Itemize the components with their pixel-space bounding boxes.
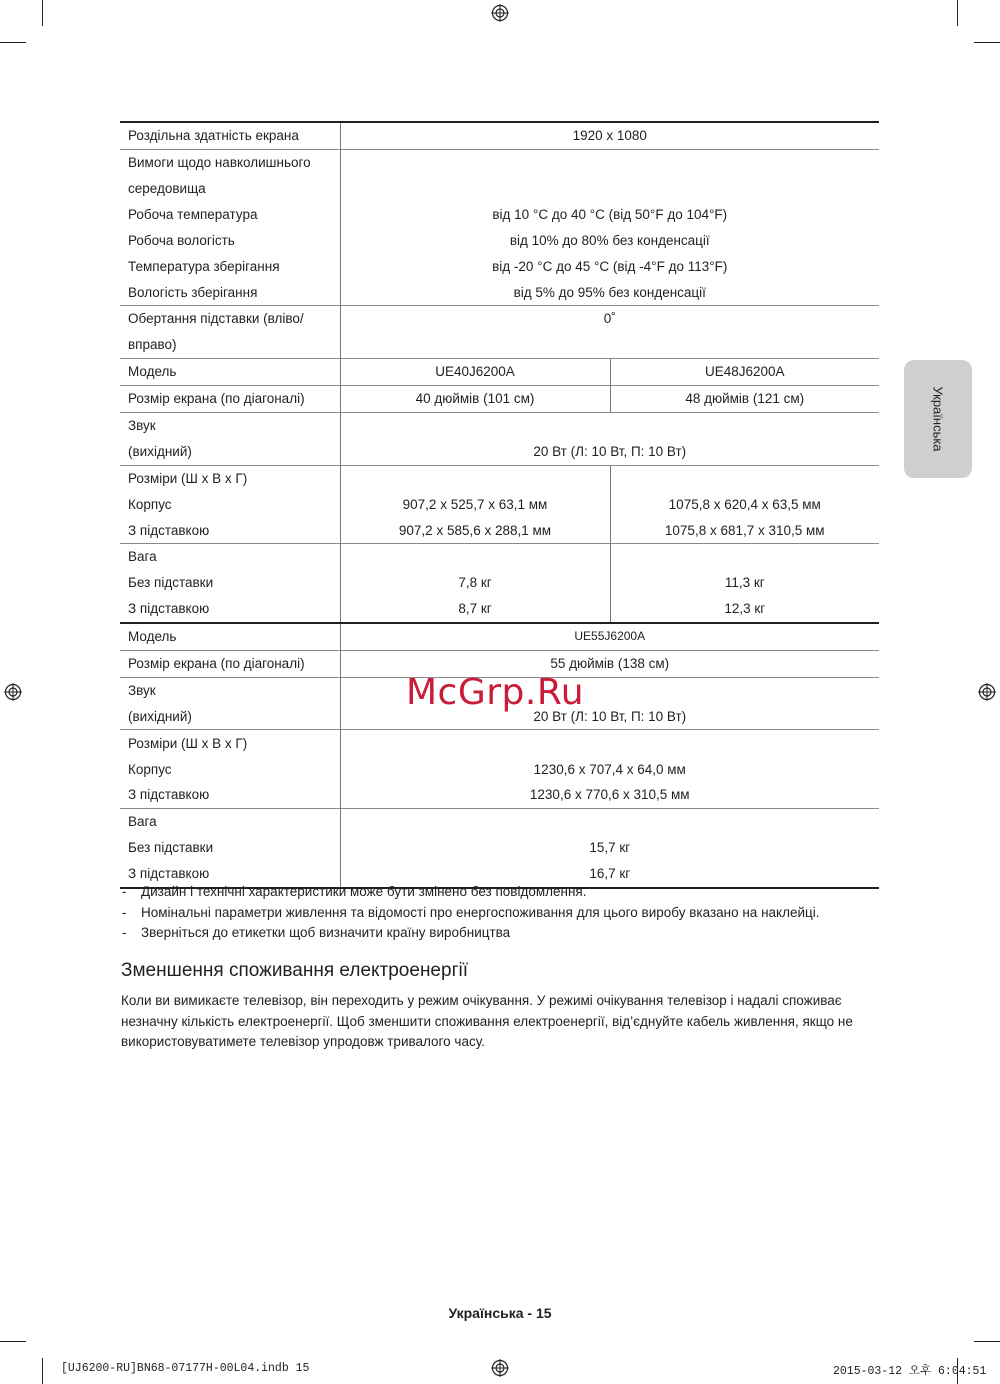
list-item <box>122 923 820 944</box>
registration-mark-icon <box>4 683 22 701</box>
row-label: Роздільна здатність екрана <box>120 122 340 149</box>
row-value: 1075,8 x 620,4 x 63,5 мм <box>610 491 879 517</box>
row-label: Розмір екрана (по діагоналі) <box>120 650 340 677</box>
spec-table <box>120 121 879 889</box>
table-row <box>120 385 879 412</box>
notes-list <box>122 882 820 944</box>
row-label: Модель <box>120 359 340 386</box>
crop-mark <box>974 1341 1000 1342</box>
table-row <box>120 835 879 861</box>
row-label: Температура зберігання <box>120 253 340 279</box>
crop-mark <box>974 42 1000 43</box>
row-label: Розмір екрана (по діагоналі) <box>120 385 340 412</box>
table-row <box>120 122 879 149</box>
row-label: Вологість зберігання <box>120 279 340 305</box>
row-label: З підставкою <box>120 861 340 888</box>
section-body: Коли ви вимикаєте телевізор, він переходить у режим очікування. У режимі очікування телевізор і надалі споживає незначну кількість електроенергії. Щоб зменшити споживання електроенергії, від’єднуйте кабель живлення, якщо не використовуватимете телевізор упродовж тривалого часу. <box>121 993 853 1050</box>
row-label: (вихідний) <box>120 704 340 730</box>
row-label: Обертання підставки (вліво/ <box>120 306 340 332</box>
row-value: 907,2 x 525,7 x 63,1 мм <box>402 496 548 512</box>
row-value: 55 дюймів (138 см) <box>340 650 879 677</box>
table-row <box>120 623 879 650</box>
crop-mark <box>0 1341 26 1342</box>
row-value: 20 Вт (Л: 10 Вт, П: 10 Вт) <box>533 443 687 459</box>
table-row <box>120 809 879 835</box>
row-value: 12,3 кг <box>610 596 879 623</box>
model-a: UE40J6200A <box>340 359 610 386</box>
row-value: 1230,6 x 770,6 x 310,5 мм <box>529 787 690 803</box>
table-row <box>120 279 879 305</box>
crop-mark <box>42 1358 43 1384</box>
row-label: З підставкою <box>120 596 340 623</box>
registration-mark-icon <box>491 4 509 22</box>
model-c: UE55J6200A <box>340 623 879 650</box>
table-row <box>120 730 879 756</box>
note-dash: - <box>122 904 127 920</box>
table-row <box>120 253 879 279</box>
print-slug-left: [UJ6200-RU]BN68-07177H-00L04.indb 15 <box>61 1362 310 1375</box>
row-label: Робоча вологість <box>120 228 340 254</box>
row-value: 1920 x 1080 <box>340 122 879 149</box>
note-text: Номінальні параметри живлення та відомості про енергоспоживання для цього виробу вказано на наклейці. <box>141 904 820 920</box>
table-row <box>120 782 879 808</box>
row-label: (вихідний) <box>120 439 340 465</box>
table-row <box>120 439 879 465</box>
table-row <box>120 332 879 358</box>
section-title: Зменшення споживання електроенергії <box>121 960 469 981</box>
language-tab <box>904 360 972 478</box>
page-number: Українська - 15 <box>448 1305 552 1321</box>
print-slug-right: 2015-03-12 오후 6:04:51 <box>833 1365 987 1378</box>
table-row <box>120 491 879 517</box>
model-b: UE48J6200A <box>610 359 879 386</box>
row-label: Вимоги щодо навколишнього <box>120 149 340 175</box>
note-text: Зверніться до етикетки щоб визначити країну виробництва <box>141 925 511 940</box>
table-row <box>120 756 879 782</box>
list-item <box>122 882 820 903</box>
watermark: McGrp.Ru <box>406 672 585 713</box>
row-value: 7,8 кг <box>458 575 492 591</box>
table-row <box>120 465 879 491</box>
registration-mark-icon <box>978 683 996 701</box>
row-label: Звук <box>120 677 340 703</box>
list-item <box>122 903 820 924</box>
row-label: Модель <box>120 623 340 650</box>
crop-mark <box>957 0 958 26</box>
row-value: 0˚ <box>340 306 879 332</box>
table-row <box>120 570 879 596</box>
row-value: 11,3 кг <box>610 570 879 596</box>
note-text: Дизайн і технічні характеристики може бути змінено без повідомлення. <box>141 884 587 899</box>
row-label: Вага <box>120 809 340 835</box>
table-row <box>120 517 879 543</box>
table-row <box>120 544 879 570</box>
table-row <box>120 306 879 332</box>
row-label: Корпус <box>120 491 340 517</box>
row-label: З підставкою <box>120 517 340 543</box>
row-label: середовища <box>120 176 340 202</box>
row-value: від -20 °C до 45 °C (від -4°F до 113°F) <box>492 258 728 274</box>
table-row <box>120 359 879 386</box>
table-row <box>120 228 879 254</box>
row-value: 8,7 кг <box>458 601 492 617</box>
row-value: 48 дюймів (121 см) <box>610 385 879 412</box>
table-row <box>120 412 879 438</box>
language-tab-label: Українська <box>930 386 946 452</box>
table-row <box>120 176 879 202</box>
row-label: Розміри (Ш x В x Г) <box>120 730 340 756</box>
row-value: 16,7 кг <box>340 861 879 888</box>
row-label: З підставкою <box>120 782 340 808</box>
row-label: Робоча температура <box>120 202 340 228</box>
row-label: Корпус <box>120 756 340 782</box>
row-value: від 5% до 95% без конденсації <box>513 284 706 300</box>
crop-mark <box>42 0 43 26</box>
crop-mark <box>0 42 26 43</box>
row-label: Без підставки <box>120 570 340 596</box>
row-label: Розміри (Ш x В x Г) <box>120 465 340 491</box>
row-value: від 10 °C до 40 °C (від 50°F до 104°F) <box>492 206 728 222</box>
row-value: 40 дюймів (101 см) <box>340 385 610 412</box>
row-label: Без підставки <box>120 835 340 861</box>
row-value: від 10% до 80% без конденсації <box>509 232 710 248</box>
row-label: Звук <box>120 412 340 438</box>
row-value: 15,7 кг <box>589 840 631 856</box>
registration-mark-icon <box>491 1359 509 1377</box>
row-value: 1075,8 x 681,7 x 310,5 мм <box>610 517 879 543</box>
table-row <box>120 596 879 623</box>
note-dash: - <box>122 925 127 940</box>
table-row <box>120 202 879 228</box>
table-row <box>120 149 879 175</box>
row-label: вправо) <box>120 332 340 358</box>
row-value: 907,2 x 585,6 x 288,1 мм <box>398 522 552 538</box>
note-dash: - <box>122 884 127 899</box>
row-label: Вага <box>120 544 340 570</box>
row-value: 20 Вт (Л: 10 Вт, П: 10 Вт) <box>533 708 687 724</box>
row-value: 1230,6 x 707,4 x 64,0 мм <box>533 761 686 777</box>
